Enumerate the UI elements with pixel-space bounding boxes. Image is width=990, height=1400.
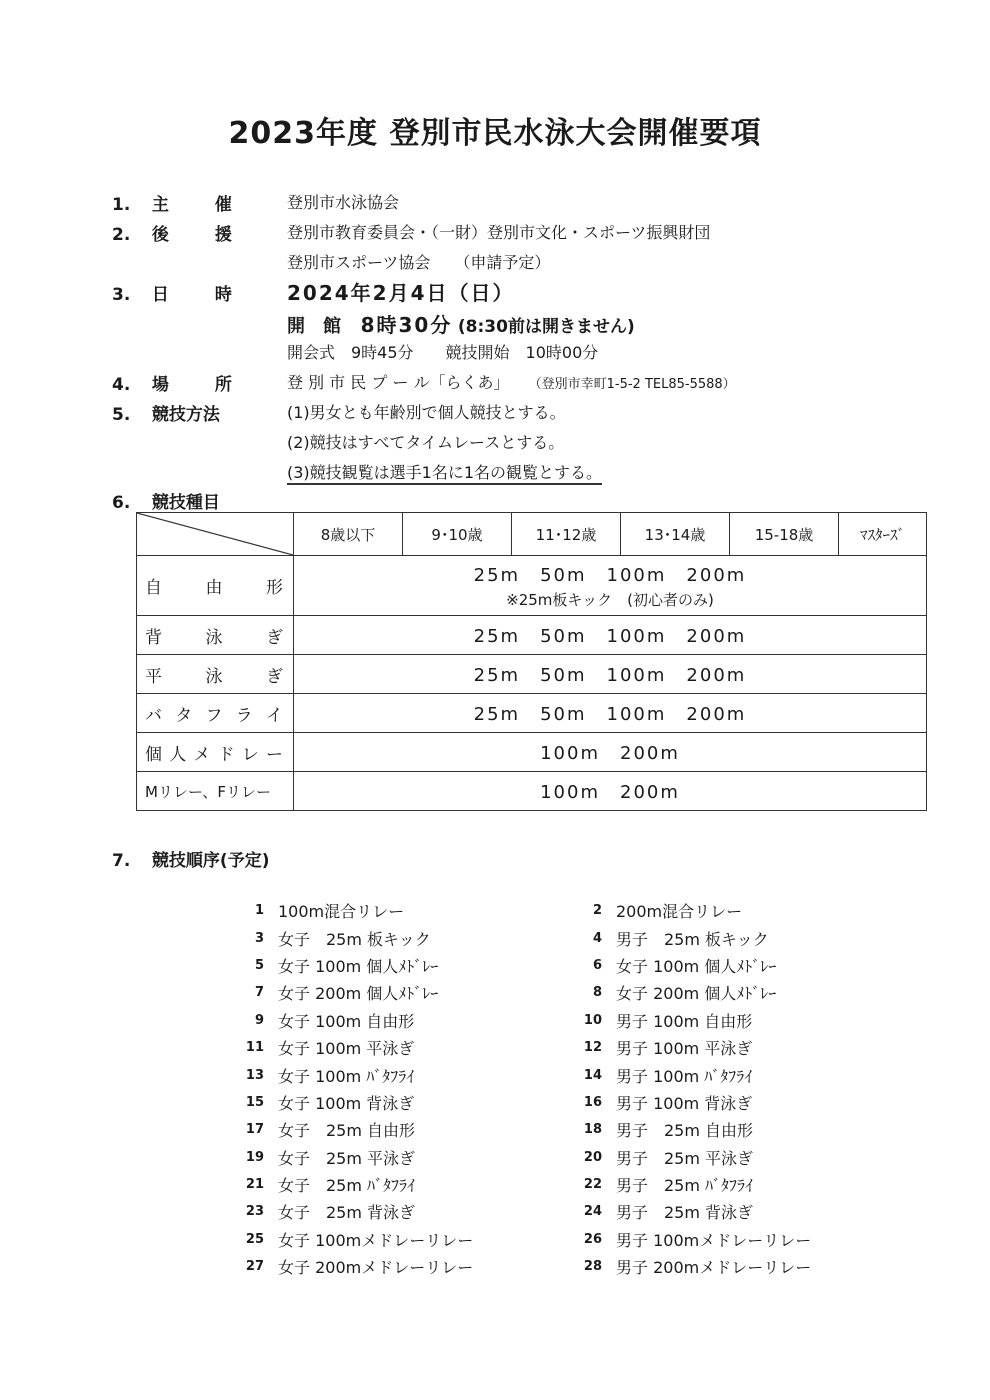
list-item	[236, 1198, 473, 1225]
event-name: 男子 25m 自由形	[616, 1121, 754, 1141]
table-row	[137, 694, 927, 733]
stroke-cell	[137, 694, 294, 733]
events-table	[136, 512, 927, 811]
table-corner-cell	[137, 513, 294, 556]
label-char: 催	[214, 195, 232, 215]
section-number: 1.	[112, 195, 131, 215]
rule-item-3	[287, 460, 602, 483]
event-name: 男子 100m 平泳ぎ	[616, 1039, 753, 1059]
sponsor-line-2: 登別市スポーツ協会 （申請予定）	[287, 253, 551, 272]
event-number: 17	[245, 1122, 264, 1138]
section-5-heading	[112, 400, 220, 425]
event-number: 27	[245, 1259, 264, 1275]
stroke-char: 背	[145, 627, 162, 648]
stroke-cell	[137, 655, 294, 694]
order-list-left	[236, 897, 473, 1280]
stroke-char: 泳	[205, 627, 223, 648]
label-char: 援	[214, 225, 232, 245]
stroke-char: タ	[175, 705, 193, 726]
stroke-char: 泳	[205, 666, 223, 687]
stroke-char: フ	[205, 705, 223, 726]
stroke-char: 由	[205, 578, 223, 598]
section-number: 6.	[112, 493, 131, 513]
age-group-header: 8歳以下	[294, 513, 403, 556]
event-name: 女子 200m 個人ﾒﾄﾞﾚｰ	[616, 984, 777, 1004]
list-item	[576, 1226, 811, 1253]
distances-cell: 100m 200m	[294, 733, 927, 772]
event-name: 男子 25m 背泳ぎ	[616, 1203, 754, 1223]
event-name: 女子 100m 個人ﾒﾄﾞﾚｰ	[616, 956, 777, 976]
stroke-cell	[137, 733, 294, 772]
age-group-header: 15-18歳	[730, 513, 839, 556]
list-item	[236, 924, 473, 951]
section-3-heading	[112, 280, 232, 305]
list-item	[236, 952, 473, 979]
organizer: 登別市水泳協会	[287, 193, 400, 212]
stroke-char: メ	[193, 744, 211, 765]
list-item	[576, 1144, 811, 1171]
event-number: 3	[254, 930, 264, 946]
section-number: 2.	[112, 225, 131, 245]
stroke-cell: Mリレー、Fリレー	[137, 772, 294, 811]
kickboard-note: ※25m板キック (初心者のみ)	[506, 591, 714, 609]
event-number: 16	[583, 1094, 602, 1110]
event-number: 22	[583, 1177, 602, 1193]
event-number: 14	[583, 1067, 602, 1083]
event-name: 女子 25m ﾊﾞﾀﾌﾗｲ	[278, 1176, 416, 1196]
list-item	[576, 1171, 811, 1198]
section-number: 5.	[112, 405, 131, 425]
stroke-char: ド	[217, 744, 235, 765]
age-group-header: 9･10歳	[403, 513, 512, 556]
stroke-cell	[137, 616, 294, 655]
event-number: 15	[245, 1094, 264, 1110]
stroke-char: ー	[265, 744, 283, 765]
event-number: 19	[245, 1149, 264, 1165]
label-char: 日	[151, 285, 169, 305]
rule-item-3-text: (3)競技観覧は選手1名に1名の観覧とする。	[287, 463, 602, 485]
event-date: 2024年2月4日（日）	[287, 281, 515, 305]
event-name: 女子 100m 個人ﾒﾄﾞﾚｰ	[278, 956, 439, 976]
stroke-char: ラ	[235, 705, 253, 726]
event-name: 女子 100m ﾊﾞﾀﾌﾗｲ	[278, 1066, 415, 1086]
section-label: 競技順序(予定)	[151, 851, 270, 871]
rule-item-2: (2)競技はすべてタイムレースとする。	[287, 433, 565, 452]
list-item	[236, 1171, 473, 1198]
distances-cell: 25m 50m 100m 200m	[294, 655, 927, 694]
list-item	[576, 1089, 811, 1116]
opening-line	[287, 309, 635, 338]
distances-text: 25m 50m 100m 200m	[473, 565, 747, 586]
list-item	[576, 979, 811, 1006]
label-char: 所	[214, 375, 232, 395]
event-number: 7	[254, 985, 264, 1001]
stroke-char: ぎ	[266, 666, 283, 687]
event-number: 1	[254, 903, 264, 919]
table-header-row	[137, 513, 927, 556]
list-item	[236, 1116, 473, 1143]
list-item	[236, 1007, 473, 1034]
list-item	[576, 952, 811, 979]
event-name: 女子 25m 板キック	[278, 929, 431, 949]
event-number: 9	[254, 1012, 264, 1028]
event-number: 10	[583, 1012, 602, 1028]
section-2-heading	[112, 220, 232, 245]
event-number: 20	[583, 1149, 602, 1165]
list-item	[576, 1253, 811, 1280]
event-name: 女子 25m 平泳ぎ	[278, 1148, 416, 1168]
table-row	[137, 556, 927, 616]
event-number: 4	[592, 930, 602, 946]
section-label: 競技種目	[151, 493, 220, 513]
event-name: 男子 25m ﾊﾞﾀﾌﾗｲ	[616, 1176, 754, 1196]
opening-time: 8時30分	[360, 313, 453, 337]
distances-cell: 100m 200m	[294, 772, 927, 811]
age-group-header: ﾏｽﾀｰｽﾞ	[839, 513, 927, 556]
section-4-heading	[112, 370, 232, 395]
event-name: 男子 200mメドレーリレー	[616, 1258, 812, 1278]
list-item	[236, 1253, 473, 1280]
list-item	[236, 897, 473, 924]
list-item	[236, 1089, 473, 1116]
opening-label: 開 館	[287, 316, 341, 337]
section-number: 7.	[112, 851, 131, 871]
stroke-char: バ	[145, 705, 162, 726]
stroke-char: 平	[145, 666, 162, 687]
stroke-cell	[137, 556, 294, 616]
list-item	[576, 1007, 811, 1034]
list-item	[236, 1034, 473, 1061]
list-item	[576, 1034, 811, 1061]
stroke-char: 人	[169, 744, 187, 765]
list-item	[236, 1226, 473, 1253]
list-item	[576, 897, 811, 924]
event-number: 12	[583, 1040, 602, 1056]
event-number: 6	[592, 957, 602, 973]
section-number: 3.	[112, 285, 131, 305]
table-row	[137, 655, 927, 694]
label-char: 後	[151, 225, 169, 245]
event-name: 男子 100m 自由形	[616, 1011, 753, 1031]
event-name: 男子 100m ﾊﾞﾀﾌﾗｲ	[616, 1066, 753, 1086]
sponsor-line-1: 登別市教育委員会・（一財）登別市文化・スポーツ振興財団	[287, 223, 711, 242]
age-group-header: 13･14歳	[621, 513, 730, 556]
table-row	[137, 733, 927, 772]
stroke-char: 形	[266, 578, 283, 598]
distances-cell: 25m 50m 100m 200m	[294, 616, 927, 655]
table-row	[137, 616, 927, 655]
stroke-char: レ	[241, 744, 259, 765]
event-name: 女子 100m 自由形	[278, 1011, 415, 1031]
event-name: 100m混合リレー	[278, 902, 405, 922]
event-number: 11	[245, 1040, 264, 1056]
stroke-char: 個	[145, 744, 162, 765]
venue-line	[287, 370, 736, 393]
event-name: 女子 25m 背泳ぎ	[278, 1203, 416, 1223]
section-label: 競技方法	[151, 405, 220, 425]
event-number: 25	[245, 1231, 264, 1247]
ceremony-start: 開会式 9時45分 競技開始 10時00分	[287, 343, 599, 362]
event-number: 24	[583, 1204, 602, 1220]
label-char: 主	[151, 195, 169, 215]
diagonal-line	[137, 513, 293, 555]
document-title: 2023年度 登別市民水泳大会開催要項	[228, 116, 762, 151]
event-name: 男子 25m 板キック	[616, 929, 769, 949]
event-name: 200m混合リレー	[616, 902, 743, 922]
venue-address: （登別市幸町1-5-2 TEL85-5588）	[528, 377, 736, 392]
event-number: 23	[245, 1204, 264, 1220]
event-name: 女子 25m 自由形	[278, 1121, 416, 1141]
event-number: 28	[583, 1259, 602, 1275]
opening-note: (8:30前は開きません)	[457, 317, 635, 337]
list-item	[236, 979, 473, 1006]
section-number: 4.	[112, 375, 131, 395]
event-number: 5	[254, 957, 264, 973]
event-name: 男子 25m 平泳ぎ	[616, 1148, 754, 1168]
list-item	[576, 1116, 811, 1143]
age-group-header: 11･12歳	[512, 513, 621, 556]
event-number: 2	[592, 903, 602, 919]
distances-cell	[294, 556, 927, 616]
list-item	[576, 1198, 811, 1225]
event-name: 女子 100m 平泳ぎ	[278, 1039, 415, 1059]
event-name: 男子 100m 背泳ぎ	[616, 1093, 753, 1113]
table-row	[137, 772, 927, 811]
distances-cell: 25m 50m 100m 200m	[294, 694, 927, 733]
section-7-heading	[112, 846, 269, 871]
event-name: 女子 100m 背泳ぎ	[278, 1093, 415, 1113]
list-item	[236, 1061, 473, 1088]
section-6-heading	[112, 488, 220, 513]
rule-item-1: (1)男女とも年齢別で個人競技とする。	[287, 403, 566, 422]
list-item	[576, 1061, 811, 1088]
event-name: 女子 200m 個人ﾒﾄﾞﾚｰ	[278, 984, 439, 1004]
event-number: 13	[245, 1067, 264, 1083]
event-number: 18	[583, 1122, 602, 1138]
event-name: 女子 200mメドレーリレー	[278, 1258, 474, 1278]
event-number: 8	[592, 985, 602, 1001]
event-number: 21	[245, 1177, 264, 1193]
stroke-char: イ	[266, 705, 283, 726]
list-item	[236, 1144, 473, 1171]
event-number: 26	[583, 1231, 602, 1247]
venue-name: 登 別 市 民 プ ー ル「らくあ」	[287, 373, 510, 392]
section-1-heading	[112, 190, 232, 215]
stroke-char: ぎ	[266, 627, 283, 648]
label-char: 場	[151, 375, 169, 395]
list-item	[576, 924, 811, 951]
stroke-char: 自	[145, 578, 162, 598]
label-char: 時	[214, 285, 232, 305]
event-name: 男子 100mメドレーリレー	[616, 1230, 812, 1250]
event-name: 女子 100mメドレーリレー	[278, 1230, 474, 1250]
order-list-right	[576, 897, 811, 1280]
